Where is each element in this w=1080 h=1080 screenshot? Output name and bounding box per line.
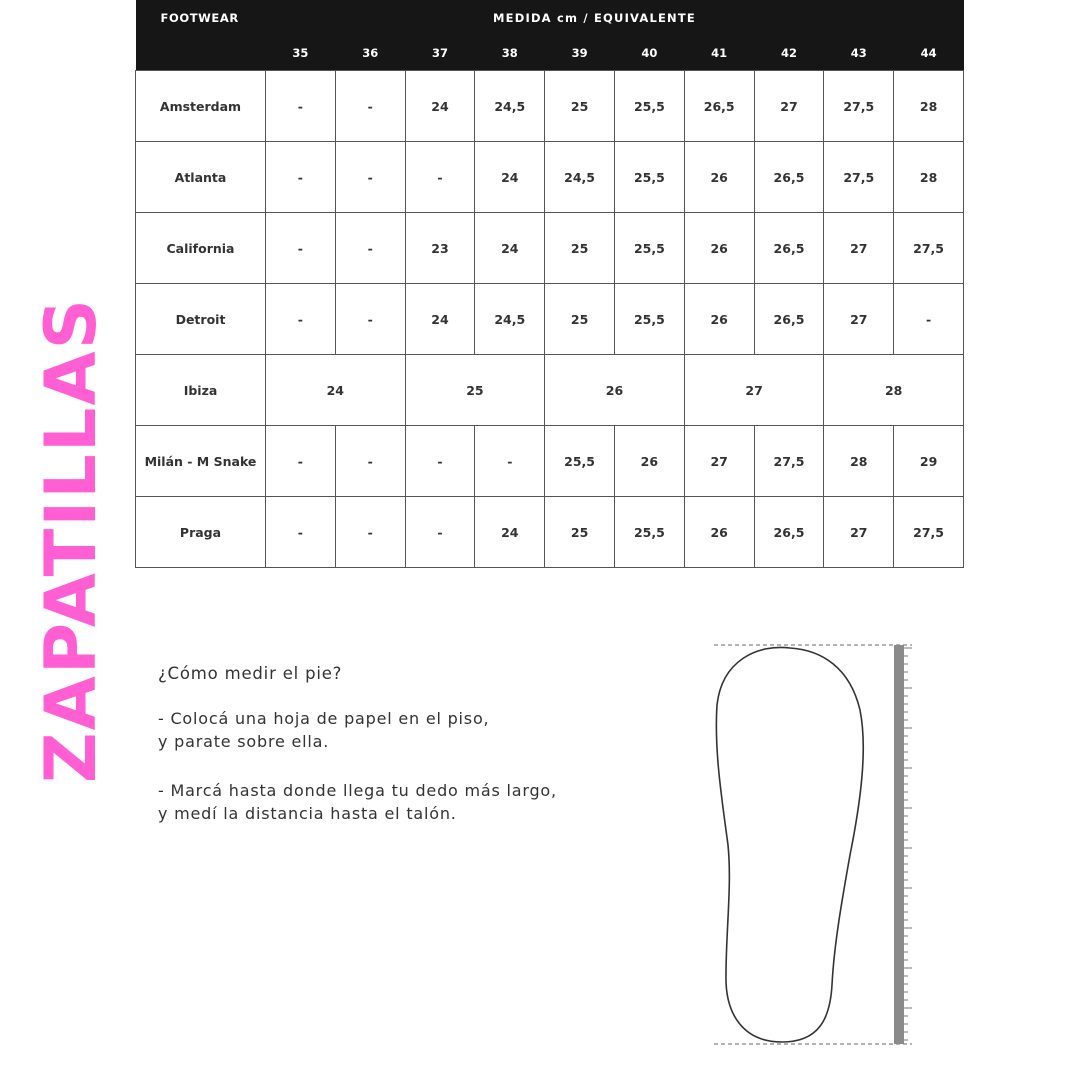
table-row <box>136 426 964 497</box>
size-cell: - <box>266 497 336 568</box>
size-cell: 28 <box>894 142 964 213</box>
model-name: Amsterdam <box>136 71 266 142</box>
size-cell: 25 <box>545 497 615 568</box>
size-cell: 24,5 <box>475 71 545 142</box>
size-cell: 25,5 <box>614 284 684 355</box>
measure-instructions <box>158 664 698 851</box>
size-cell: - <box>335 213 405 284</box>
size-cell: 25,5 <box>614 71 684 142</box>
size-cell: 27,5 <box>754 426 824 497</box>
size-cell: - <box>266 71 336 142</box>
size-cell: 26 <box>684 213 754 284</box>
table-header <box>136 0 964 71</box>
size-cell: 28 <box>824 355 964 426</box>
size-cell: 27,5 <box>894 213 964 284</box>
size-header: 44 <box>894 35 964 71</box>
size-cell: 26 <box>684 497 754 568</box>
size-cell: 24 <box>405 71 475 142</box>
size-cell: 26 <box>684 142 754 213</box>
size-cell: - <box>335 284 405 355</box>
size-cell: 26 <box>614 426 684 497</box>
size-cell: - <box>266 213 336 284</box>
size-header: 35 <box>266 35 336 71</box>
size-header: 41 <box>684 35 754 71</box>
size-cell: 27,5 <box>824 71 894 142</box>
size-cell: 28 <box>894 71 964 142</box>
size-cell: 26 <box>684 284 754 355</box>
size-cell: - <box>475 426 545 497</box>
size-cell: - <box>266 142 336 213</box>
size-cell: 27 <box>824 284 894 355</box>
size-cell: - <box>335 497 405 568</box>
size-cell: - <box>405 426 475 497</box>
table-row <box>136 497 964 568</box>
size-header: 40 <box>614 35 684 71</box>
size-cell: 25,5 <box>614 213 684 284</box>
size-cell: 25,5 <box>614 142 684 213</box>
size-header: 38 <box>475 35 545 71</box>
table-row <box>136 71 964 142</box>
table-row <box>136 284 964 355</box>
size-header: 37 <box>405 35 475 71</box>
size-cell: 29 <box>894 426 964 497</box>
size-cell: 23 <box>405 213 475 284</box>
size-cell: 24 <box>475 142 545 213</box>
size-cell: 27 <box>824 497 894 568</box>
size-cell: 24,5 <box>475 284 545 355</box>
size-cell: 25,5 <box>545 426 615 497</box>
size-cell: 27 <box>684 355 824 426</box>
side-title: ZAPATILLAS <box>30 296 112 784</box>
measure-step-2: - Marcá hasta donde llega tu dedo más largo, y medí la distancia hasta el talón. <box>158 781 557 823</box>
size-cell: 27,5 <box>894 497 964 568</box>
measure-step-1: - Colocá una hoja de papel en el piso, y parate sobre ella. <box>158 709 490 751</box>
size-cell: 24 <box>405 284 475 355</box>
size-cell: 27 <box>824 213 894 284</box>
foot-outline-icon <box>700 630 940 1060</box>
table-row <box>136 142 964 213</box>
size-cell: 24 <box>266 355 406 426</box>
size-header: 36 <box>335 35 405 71</box>
size-chart-table <box>135 0 964 568</box>
size-cell: - <box>266 284 336 355</box>
size-cell: 25 <box>405 355 545 426</box>
table-row <box>136 213 964 284</box>
size-cell: - <box>266 426 336 497</box>
size-cell: 27 <box>754 71 824 142</box>
size-cell: 24,5 <box>545 142 615 213</box>
size-cell: 25,5 <box>614 497 684 568</box>
medida-label: MEDIDA cm / EQUIVALENTE <box>266 0 964 35</box>
size-cell: 26,5 <box>754 284 824 355</box>
size-cell: - <box>335 142 405 213</box>
model-name: Milán - M Snake <box>136 426 266 497</box>
size-header: 43 <box>824 35 894 71</box>
size-cell: - <box>405 497 475 568</box>
table-row <box>136 355 964 426</box>
footwear-label: FOOTWEAR <box>136 0 266 35</box>
model-name: Ibiza <box>136 355 266 426</box>
size-cell: - <box>335 71 405 142</box>
size-cell: 25 <box>545 213 615 284</box>
size-cell: 27 <box>684 426 754 497</box>
measure-title: ¿Cómo medir el pie? <box>158 664 343 683</box>
size-cell: 26,5 <box>754 142 824 213</box>
size-cell: 28 <box>824 426 894 497</box>
size-cell: - <box>335 426 405 497</box>
size-cell: 25 <box>545 71 615 142</box>
model-name: California <box>136 213 266 284</box>
size-cell: 25 <box>545 284 615 355</box>
size-cell: 26 <box>545 355 685 426</box>
size-cell: - <box>405 142 475 213</box>
size-cell: 24 <box>475 213 545 284</box>
size-header: 42 <box>754 35 824 71</box>
size-header: 39 <box>545 35 615 71</box>
size-cell: 24 <box>475 497 545 568</box>
size-cell: 27,5 <box>824 142 894 213</box>
model-name: Detroit <box>136 284 266 355</box>
size-cell: 26,5 <box>754 497 824 568</box>
size-cell: 26,5 <box>684 71 754 142</box>
size-cell: - <box>894 284 964 355</box>
model-name: Praga <box>136 497 266 568</box>
model-name: Atlanta <box>136 142 266 213</box>
size-cell: 26,5 <box>754 213 824 284</box>
header-blank <box>136 35 266 71</box>
